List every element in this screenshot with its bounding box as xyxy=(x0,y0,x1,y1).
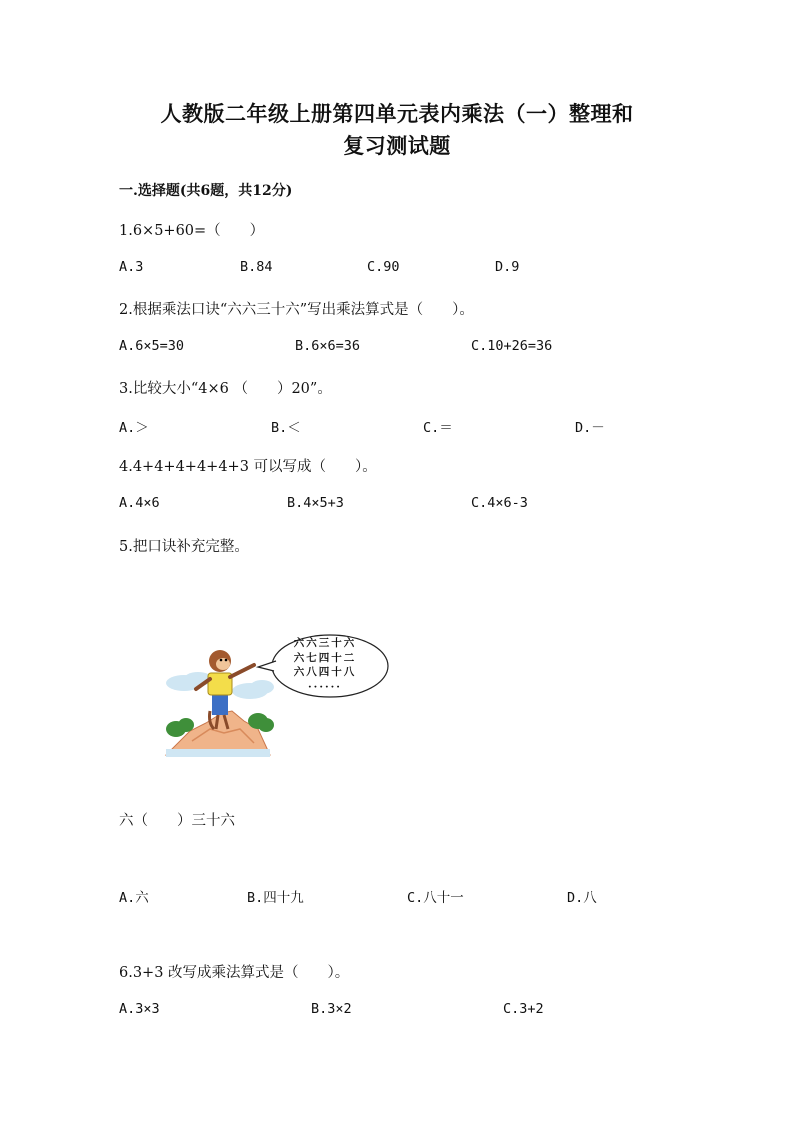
question-6-option-c[interactable]: C.3+2 xyxy=(503,1001,544,1017)
question-2-option-b[interactable]: B.6×6=36 xyxy=(295,338,361,354)
question-3-option-d[interactable]: D.－ xyxy=(575,420,605,436)
question-2-text: 2.根据乘法口诀“六六三十六”写出乘法算式是（ ）。 xyxy=(119,302,474,318)
question-3-text: 3.比较大小“4×6 （ ）20”。 xyxy=(119,381,332,397)
question-6-option-b[interactable]: B.3×2 xyxy=(311,1001,352,1017)
question-1-option-b[interactable]: B.84 xyxy=(240,259,273,275)
question-5-text: 5.把口诀补充完整。 xyxy=(119,539,249,555)
question-5-option-a[interactable]: A.六 xyxy=(119,890,149,906)
question-2-option-a[interactable]: A.6×5=30 xyxy=(119,338,185,354)
speech-bubble-text xyxy=(286,636,364,694)
question-1-option-c[interactable]: C.90 xyxy=(367,259,400,275)
question-5-fill-blank: 六（ ）三十六 xyxy=(119,813,235,829)
question-3-option-b[interactable]: B.＜ xyxy=(271,420,301,436)
bubble-line-3: 六八四十八 xyxy=(293,666,357,678)
question-4-option-a[interactable]: A.4×6 xyxy=(119,495,160,511)
question-3-option-c[interactable]: C.＝ xyxy=(423,420,453,436)
question-6-text: 6.3+3 改写成乘法算式是（ ）。 xyxy=(119,965,350,981)
question-4-text: 4.4+4+4+4+4+3 可以写成（ ）。 xyxy=(119,459,377,475)
question-5-option-d[interactable]: D.八 xyxy=(567,890,597,906)
question-5-option-b[interactable]: B.四十九 xyxy=(247,890,304,906)
bubble-line-4: ······ xyxy=(308,680,342,693)
bubble-line-1: 六六三十六 xyxy=(293,637,357,649)
question-1-text: 1.6×5+60=（ ） xyxy=(119,223,265,239)
question-1-option-d[interactable]: D.9 xyxy=(495,259,520,275)
question-4-option-c[interactable]: C.4×6-3 xyxy=(471,495,528,511)
question-1-option-a[interactable]: A.3 xyxy=(119,259,144,275)
question-2-option-c[interactable]: C.10+26=36 xyxy=(471,338,553,354)
question-5-option-c[interactable]: C.八十一 xyxy=(407,890,464,906)
section-heading: 一.选择题(共6题，共12分) xyxy=(119,183,293,199)
question-3-option-a[interactable]: A.＞ xyxy=(119,420,149,436)
bubble-line-2: 六七四十二 xyxy=(293,651,357,664)
page-title-line-2: 复习测试题 xyxy=(343,133,451,158)
question-4-option-b[interactable]: B.4×5+3 xyxy=(287,495,344,511)
page-title-line-1: 人教版二年级上册第四单元表内乘法（一）整理和 xyxy=(160,101,634,126)
question-6-option-a[interactable]: A.3×3 xyxy=(119,1001,160,1017)
